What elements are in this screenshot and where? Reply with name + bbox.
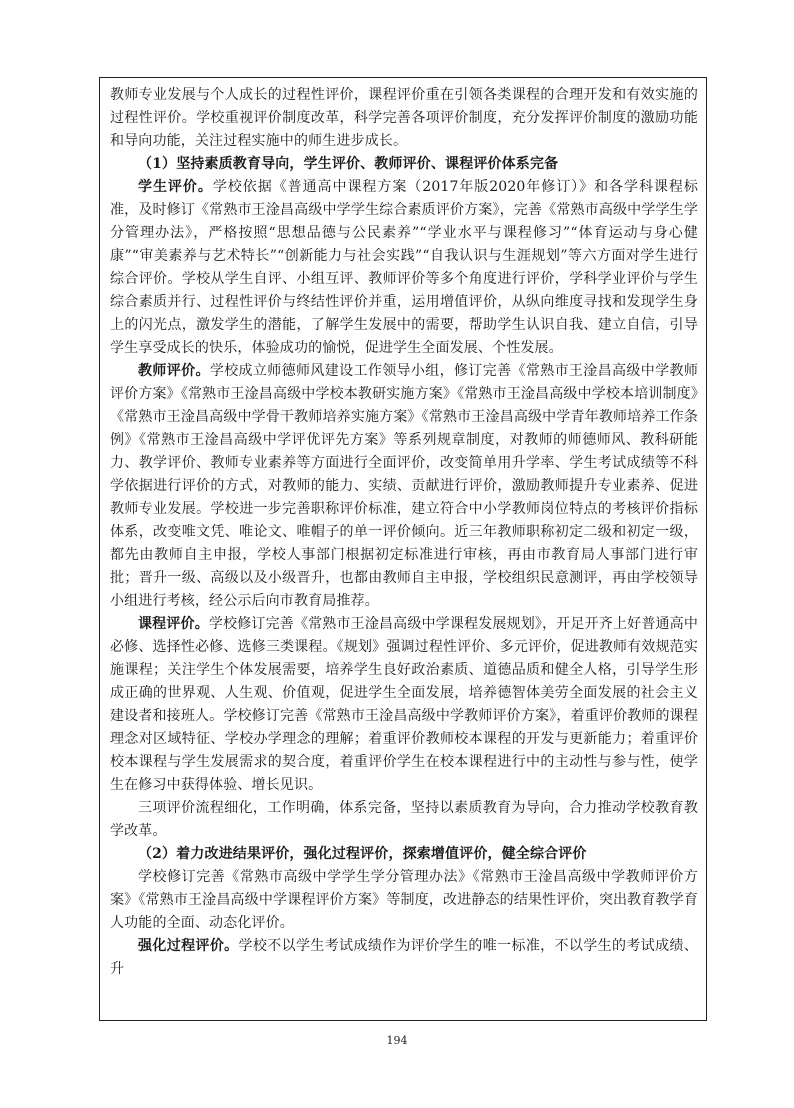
lead-course-evaluation: 课程评价。 [138, 616, 209, 632]
document-body [110, 84, 698, 981]
paragraph-student-evaluation: 学生评价。学校依据《普通高中课程方案（2017年版2020年修订）》和各学科课程标准，及时修订《常熟市王淦昌高级中学学生综合素质评价方案》，完善《常熟市高级中学学生学分管理办法》，严格按照“思想品德与公民素养”“学业水平与课程修习”“体育运动与身心健康”“审美素养与艺术特长”“创新能力与社会实践”“自我认识与生涯规划”等六方面对学生进行综合评价。学校从学生自评、小组互评、教师评价等多个角度进行评价，学科学业评价与学生综合素质并行、过程性评价与终结性评价并重，运用增值评价，从纵向维度寻找和发现学生身上的闪光点，激发学生的潜能，了解学生发展中的需要，帮助学生认识自我、建立自信，引导学生享受成长的快乐，体验成功的愉悦，促进学生全面发展、个性发展。 [110, 179, 699, 356]
paragraph-summary: 三项评价流程细化，工作明确，体系完备，坚持以素质教育为导向，合力推动学校教育教学改革。 [110, 800, 698, 839]
lead-process-evaluation: 强化过程评价。 [138, 938, 239, 954]
paragraph-teacher-evaluation: 教师评价。学校成立师德师风建设工作领导小组，修订完善《常熟市王淦昌高级中学教师评价方案》《常熟市王淦昌高级中学校本教研实施方案》《常熟市王淦昌高级中学校本培训制度》《常熟市王淦昌高级中学骨干教师培养实施方案》《常熟市王淦昌高级中学青年教师培养工作条例》《常熟市王淦昌高级中学评优评先方案》等系列规章制度，对教师的师德师风、教科研能力、教学评价、教师专业素养等方面进行全面评价，改变简单用升学率、学生考试成绩等不科学依据进行评价的方式，对教师的能力、实绩、贡献进行评价，激励教师提升专业素养、促进教师专业发展。学校进一步完善职称评价标准，建立符合中小学教师岗位特点的考核评价指标体系，改变唯文凭、唯论文、唯帽子的单一评价倾向。近三年教师职称初定二级和初定一级，都先由教师自主申报，学校人事部门根据初定标准进行审核，再由市教育局人事部门进行审批；晋升一级、高级以及小级晋升，也都由教师自主申报，学校组织民意测评，再由学校领导小组进行考核，经公示后向市教育局推荐。 [110, 363, 698, 609]
section-heading-1: （1）坚持素质教育导向，学生评价、教师评价、课程评价体系完备 [138, 156, 559, 172]
paragraph-course-evaluation: 课程评价。学校修订完善《常熟市王淦昌高级中学课程发展规划》，开足开齐上好普通高中必修、选择性必修、选修三类课程。《规划》强调过程性评价、多元评价，促进教师有效规范实施课程；关注学生个体发展需要，培养学生良好政治素质、道德品质和健全人格，引导学生形成正确的世界观、人生观、价值观，促进学生全面发展，培养德智体美劳全面发展的社会主义建设者和接班人。学校修订完善《常熟市王淦昌高级中学教师评价方案》，着重评价教师的课程理念对区域特征、学校办学理念的理解；着重评价教师校本课程的开发与更新能力；着重评价校本课程与学生发展需求的契合度，着重评价学生在校本课程进行中的主动性与参与性，使学生在修习中获得体验、增长见识。 [110, 616, 699, 793]
section-heading-2: （2）着力改进结果评价，强化过程评价，探索增值评价，健全综合评价 [138, 846, 587, 862]
paragraph-process-evaluation: 强化过程评价。学校不以学生考试成绩作为评价学生的唯一标准，不以学生的考试成绩、升 [110, 938, 698, 977]
lead-student-evaluation: 学生评价。 [138, 179, 213, 195]
paragraph-system-revision: 学校修订完善《常熟市高级中学学生学分管理办法》《常熟市王淦昌高级中学教师评价方案》《常熟市王淦昌高级中学课程评价方案》等制度，改进静态的结果性评价，突出教育教学育人功能的全面、动态化评价。 [110, 869, 698, 931]
paragraph-intro: 教师专业发展与个人成长的过程性评价，课程评价重在引领各类课程的合理开发和有效实施的过程性评价。学校重视评价制度改革，科学完善各项评价制度，充分发挥评价制度的激励功能和导向功能，关注过程实施中的师生进步成长。 [110, 87, 698, 149]
lead-teacher-evaluation: 教师评价。 [138, 363, 210, 379]
page-number: 194 [386, 1034, 408, 1047]
